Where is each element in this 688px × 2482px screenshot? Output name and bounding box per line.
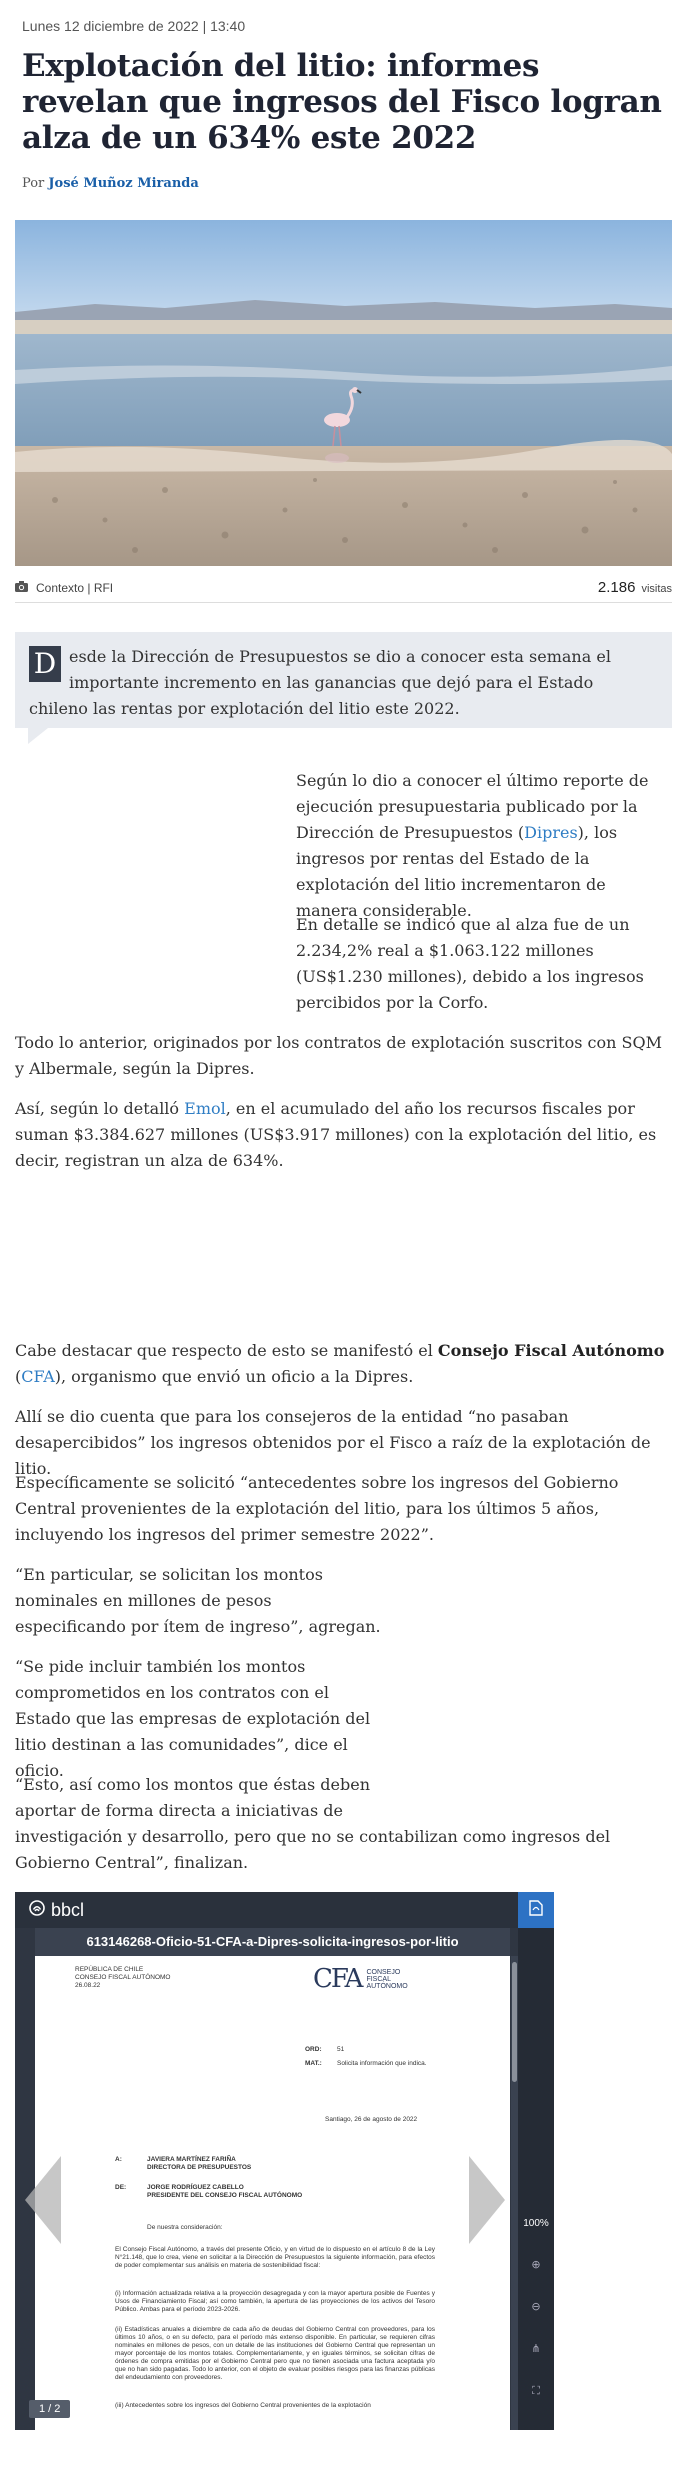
doc-de-label: DE: (115, 2184, 127, 2191)
doc-body-4: (iii) Antecedentes sobre los ingresos del Gobierno Central provenientes de la explotación (115, 2402, 371, 2409)
paragraph-text: ), organismo que envió un oficio a la Dipres. (54, 1367, 414, 1386)
camera-icon (15, 581, 28, 595)
viewer-brand-text: bbcl (51, 1900, 85, 1920)
paragraph-investigacion (15, 1772, 672, 1876)
zoom-level: 100% (523, 2218, 549, 2229)
download-pdf-button[interactable] (518, 1892, 554, 1928)
paragraph-text: “Esto, así como los montos que éstas deben aportar de forma directa a iniciativas de (15, 1775, 371, 1820)
paragraph-consejeros: Allí se dio cuenta que para los consejeros de la entidad “no pasaban desapercibidos” los ingresos obtenidos por el Fisco a raíz de la explotación de litio. (15, 1407, 651, 1478)
doc-header-left (75, 1966, 170, 1990)
author-link[interactable]: José Muñoz Miranda (48, 176, 199, 191)
doc-salutation: De nuestra consideración: (147, 2224, 223, 2231)
paragraph-dipres (296, 768, 672, 924)
doc-text: JAVIERA MARTÍNEZ FARIÑA (147, 2156, 236, 2163)
article-dateline: Lunes 12 diciembre de 2022 | 13:40 (22, 18, 246, 34)
viewer-brand (29, 1900, 84, 1921)
paragraph-text: Así, según lo detalló (15, 1099, 185, 1118)
document-page (35, 1956, 510, 2430)
lead-paragraph (29, 644, 654, 722)
doc-body-3: (ii) Estadísticas anuales a diciembre de cada año de deudas del Gobierno Central con proveedores, para los últimos 10 años, o en su defecto, para el período más extenso disponible. En particular, se requieren cifras nominales en millones de pesos, con un detalle de las instituciones del Gobierno Central que representan un mayor porcentaje de los montos totales. Complementariamente, y en iguales términos, se solicitan cifras de órdenes de compra emitidas por el Gobierno Central pero que no tienen asociada una factura aceptada y/o que no han sido pagadas. Todo lo anterior, con el objeto de evaluar posibles riesgos para las finanzas públicas del endeudamiento con proveedores. (115, 2326, 435, 2381)
doc-text: 26.08.22 (75, 1982, 101, 1989)
paragraph-text: Cabe destacar que respecto de esto se manifestó el (15, 1341, 438, 1360)
doc-mat-value: Solicita información que indica. (337, 2060, 427, 2067)
byline-prefix: Por (22, 176, 45, 191)
doc-text: DIRECTORA DE PRESUPUESTOS (147, 2164, 252, 2171)
cfa-name: Consejo Fiscal Autónomo (437, 1341, 665, 1360)
zoom-out-icon[interactable]: ⊖ (531, 2300, 541, 2313)
photo-credit (15, 581, 113, 595)
cfa-logo-text (366, 1969, 407, 1990)
doc-body-1: El Consejo Fiscal Autónomo, a través del presente Oficio, y en virtud de lo dispuesto en el artículo 8 de la Ley N°21.148, que lo crea, viene en solicitar a la Dirección de Presupuestos la siguiente información, para efectos de poder complementar sus análisis en materia de sostenibilidad fiscal: (115, 2246, 435, 2269)
visit-count: 2.186 (597, 579, 636, 596)
share-icon[interactable]: ⋔ (531, 2342, 541, 2355)
lead-box-tail (28, 728, 48, 744)
paragraph-solicitud: Específicamente se solicitó “antecedentes sobre los ingresos del Gobierno Central provenientes de la explotación del litio, para los últimos 5 años, incluyendo los ingresos del primer semestre 2022”. (15, 1473, 619, 1544)
paragraph-montos: “En particular, se solicitan los montos nominales en millones de pesos especificando por ítem de ingreso”, agregan. (15, 1565, 381, 1636)
doc-text: CONSEJO FISCAL AUTÓNOMO (75, 1974, 171, 1981)
cfa-link[interactable]: CFA (21, 1367, 55, 1386)
doc-text: CONSEJO (366, 1968, 401, 1976)
cfa-logo-letters: CFA (313, 1964, 362, 1994)
dipres-link[interactable]: Dipres (524, 823, 578, 842)
salt-flat-flamingo-image (15, 220, 672, 566)
viewer-side-toolbar (518, 1928, 554, 2430)
article-lead-box (15, 632, 672, 728)
paragraph-cfa (15, 1338, 672, 1390)
doc-body-2: (i) Información actualizada relativa a la proyección desagregada y con la mayor apertura posible de Fuentes y Usos de Financiamiento Fiscal; así como también, la apertura de las proyecciones de los activos del Tesoro Público. Ambas para el período 2023-2026. (115, 2290, 435, 2313)
doc-mat-label: MAT.: (305, 2060, 322, 2067)
cfa-logo (313, 1964, 408, 1994)
pdf-icon (529, 1900, 543, 1920)
paragraph-text: Según lo dio a conocer el último reporte de ejecución presupuestaria publicado por la Dirección de Presupuestos ( (296, 771, 649, 842)
paragraph-text: ( (15, 1367, 22, 1386)
next-page-arrow[interactable] (469, 2156, 505, 2244)
doc-text: PRESIDENTE DEL CONSEJO FISCAL AUTÓNOMO (147, 2192, 303, 2199)
viewer-toolbar (15, 1892, 554, 1928)
paragraph-text: investigación y desarrollo, pero que no se contabilizan como ingresos del Gobierno Central”, finalizan. (15, 1827, 611, 1872)
page-indicator: 1 / 2 (29, 2400, 70, 2418)
document-title: 613146268-Oficio-51-CFA-a-Dipres-solicita-ingresos-por-litio (35, 1928, 510, 1956)
zoom-in-icon[interactable]: ⊕ (531, 2258, 541, 2271)
bbcl-logo-icon (29, 1900, 45, 1921)
fullscreen-icon[interactable]: ⛶ (532, 2384, 540, 2397)
paragraph-text: ), los ingresos por rentas del Estado de la explotación del litio incrementaron de manera considerable. (296, 823, 618, 920)
doc-ord-label: ORD: (305, 2046, 322, 2053)
emol-link[interactable]: Emol (184, 1099, 226, 1118)
article-photo (15, 220, 672, 566)
doc-de-block (147, 2184, 302, 2200)
paragraph-contracts: Todo lo anterior, originados por los contratos de explotación suscritos con SQM y Albermale, según la Dipres. (15, 1033, 662, 1078)
doc-text: JORGE RODRÍGUEZ CABELLO (147, 2184, 244, 2191)
lead-text: esde la Dirección de Presupuestos se dio a conocer esta semana el importante incremento en las ganancias que dejó para el Estado chileno las rentas por explotación del litio este 2022. (29, 647, 611, 718)
document-viewer[interactable] (15, 1892, 554, 2430)
article-byline (22, 176, 199, 191)
article-title: Explotación del litio: informes revelan que ingresos del Fisco logran alza de un 634% este 2022 (22, 48, 662, 156)
doc-ord-value: 51 (337, 2046, 345, 2053)
doc-a-block (147, 2156, 251, 2172)
paragraph-comunidades: “Se pide incluir también los montos comprometidos en los contratos con el Estado que las empresas de explotación del litio destinan a las comunidades”, dice el oficio. (15, 1657, 371, 1780)
doc-text: REPÚBLICA DE CHILE (75, 1966, 144, 1973)
photo-credit-text: Contexto | RFI (36, 581, 114, 595)
previous-page-arrow[interactable] (25, 2156, 61, 2244)
doc-text: FISCAL (366, 1975, 391, 1983)
paragraph-text: , en el acumulado del año los recursos fiscales por suman $3.384.627 millones (US$3.917 millones) con la explotación del litio, es decir, registran un alza de 634%. (15, 1099, 657, 1170)
paragraph-emol (15, 1096, 672, 1174)
visit-label: visitas (641, 583, 672, 595)
doc-place-date: Santiago, 26 de agosto de 2022 (325, 2116, 418, 2123)
lead-dropcap: D (29, 646, 61, 682)
viewer-scrollbar[interactable] (511, 1956, 518, 2430)
photo-meta-bar (15, 576, 672, 603)
paragraph-detail: En detalle se indicó que al alza fue de un 2.234,2% real a $1.063.122 millones (US$1.230 millones), debido a los ingresos percibidos por la Corfo. (296, 915, 644, 1012)
scrollbar-thumb[interactable] (512, 1962, 517, 2082)
doc-a-label: A: (115, 2156, 122, 2163)
doc-text: AUTÓNOMO (366, 1982, 408, 1990)
visit-counter (598, 579, 672, 596)
